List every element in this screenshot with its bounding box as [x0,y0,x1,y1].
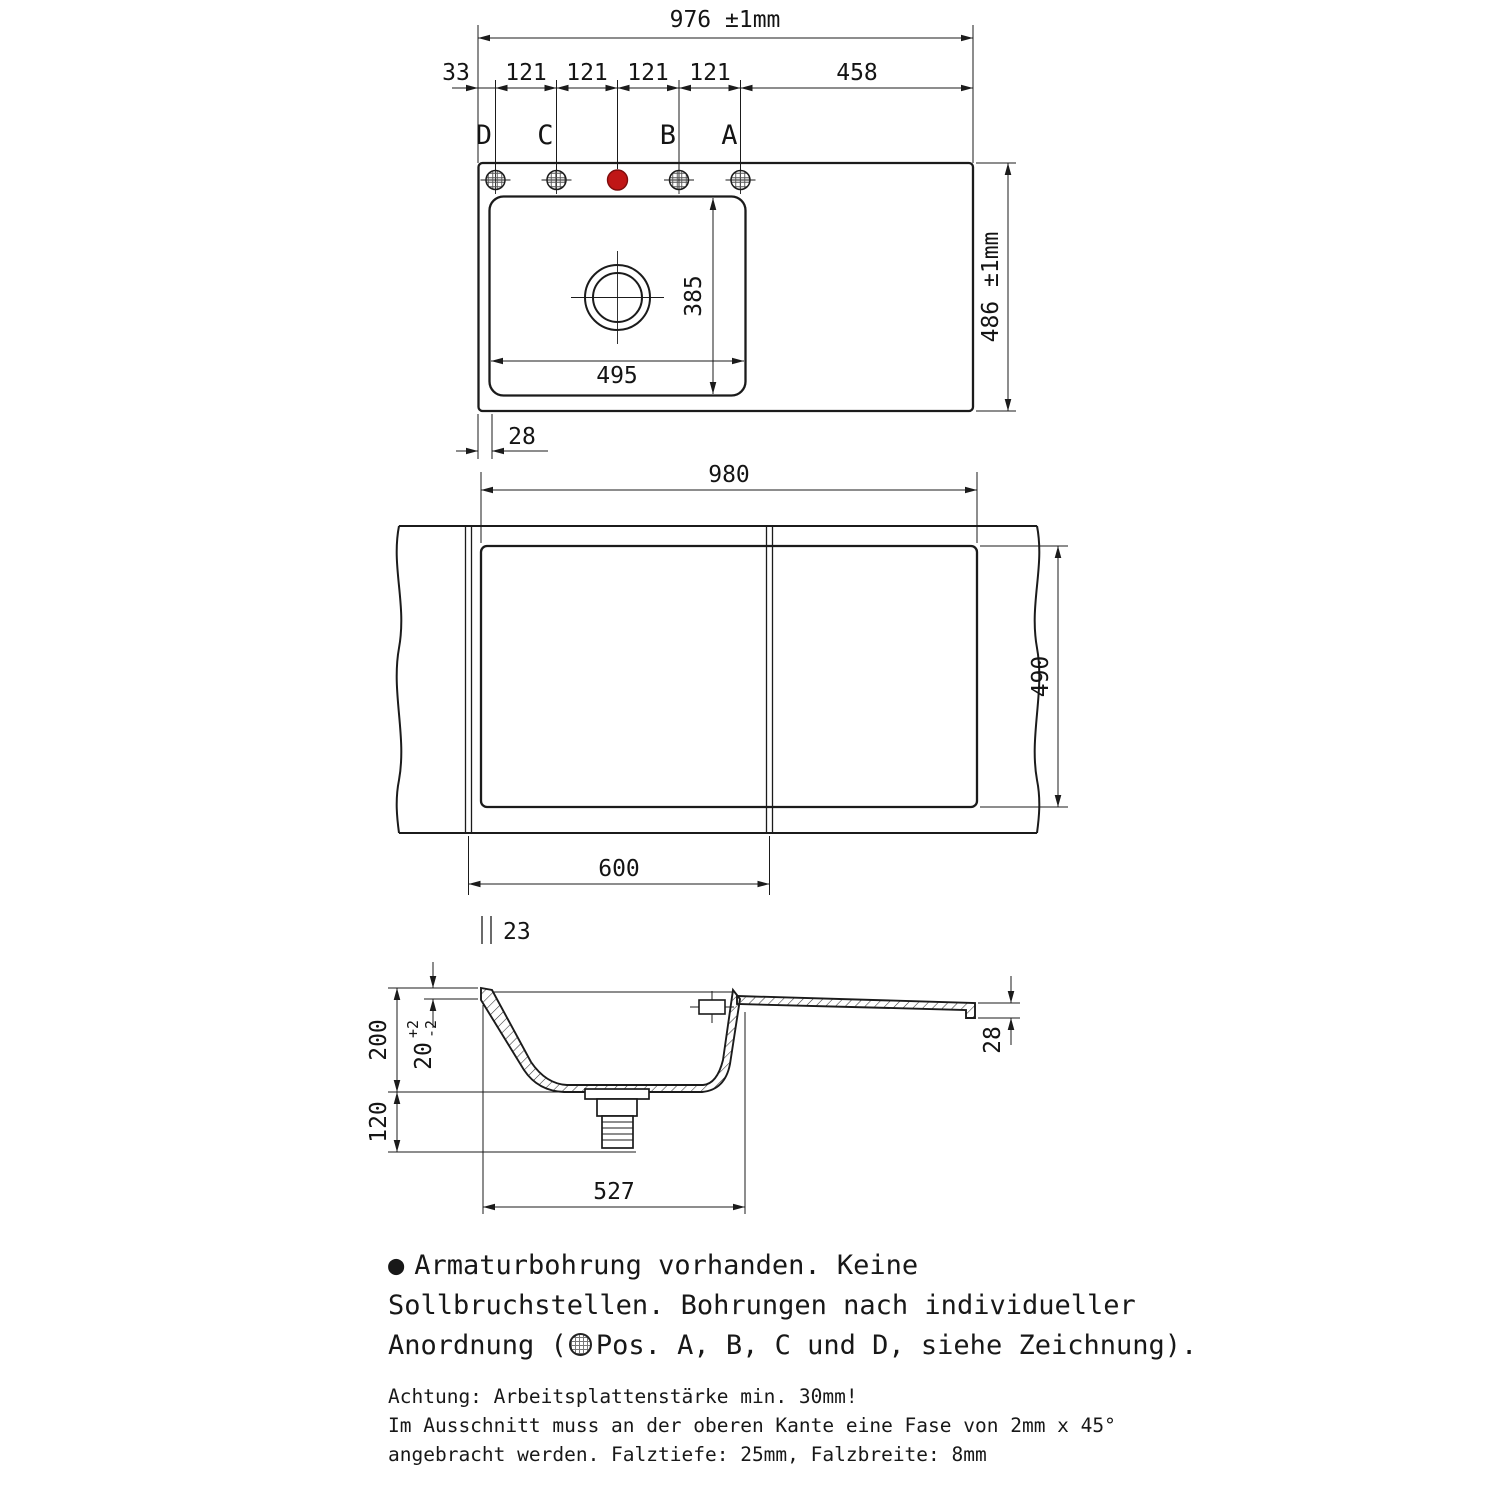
warning-line-1: Achtung: Arbeitsplattenstärke min. 30mm! [388,1385,858,1408]
dim-cutout-depth: 490 [1028,655,1054,698]
note-text-3a: Anordnung ( [388,1330,567,1361]
bullet-icon: ● [388,1250,405,1281]
tap-hole-section-symbol [690,991,734,1023]
tap-hole-box [699,1000,725,1014]
tap-hole-c [542,166,572,194]
drain-symbol [571,251,664,344]
sink-outline [479,163,974,411]
hole-circle [486,171,505,190]
hole-label-c: C [537,120,554,151]
dim-edge-height: 28 [980,1026,1006,1054]
hole-circle [731,171,750,190]
tap-hole-d [481,166,511,194]
dim-basin-outer-width: 527 [593,1179,635,1205]
hole-label-a: A [721,120,738,151]
dim-edge-gap: 23 [503,919,531,945]
dim-cabinet-width: 600 [598,856,640,882]
drain-body [597,1099,637,1116]
dim-seg-121: 121 [627,60,669,86]
warning-block [388,1382,1116,1469]
dim-seg-458: 458 [836,60,878,86]
notes-block [388,1246,1197,1366]
hole-label-d: D [475,120,492,151]
dim-seg-121: 121 [689,60,731,86]
warning-line-3: angebracht werden. Falztiefe: 25mm, Falzbreite: 8mm [388,1443,987,1466]
drain-flange [585,1089,649,1099]
note-text-1: Armaturbohrung vorhanden. Keine [414,1250,919,1281]
hole-circle [670,171,689,190]
break-line-left [397,526,402,833]
dim-edge-offset: 28 [508,424,536,450]
hole-position-icon [569,1333,592,1356]
note-line-1 [388,1246,1197,1286]
tap-hole-b [664,166,694,194]
section-view [366,962,1020,1214]
dim-basin-depth: 385 [681,275,707,317]
dim-rim-tol-plus: +2 [404,1019,422,1038]
dim-overall-width: 976 ±1mm [669,7,781,33]
drain-thread [602,1116,633,1148]
dim-basin-width: 495 [596,363,638,389]
tap-hole-a [726,166,756,194]
warning-line-2: Im Ausschnitt muss an der oberen Kante eine Fase von 2mm x 45° [388,1414,1116,1437]
cutout-view [397,462,1068,945]
dim-rim-height-group [404,1020,440,1070]
dim-cutout-width: 980 [708,462,750,488]
note-line-2: Sollbruchstellen. Bohrungen nach individueller [388,1290,1136,1321]
dim-rim-tol-minus: -2 [422,1019,440,1038]
plan-view [442,7,1016,459]
dim-seg-33: 33 [442,60,470,86]
note-text-3b: Pos. A, B, C und D, siehe Zeichnung). [595,1330,1198,1361]
hole-circle [547,171,566,190]
hole-label-b: B [659,120,676,151]
tap-hole-drilled-red [608,170,628,190]
dim-seg-121: 121 [566,60,608,86]
note-line-3 [388,1326,1197,1366]
cutout-outline [481,546,977,807]
dim-seg-121: 121 [505,60,547,86]
dim-rim-height: 20 [411,1042,437,1070]
drain-fitting [585,1089,649,1148]
dim-overall-depth: 486 ±1mm [978,231,1004,343]
dim-total-height: 200 [366,1019,392,1061]
drainboard-section [737,996,975,1018]
dim-drain-depth: 120 [366,1101,392,1143]
